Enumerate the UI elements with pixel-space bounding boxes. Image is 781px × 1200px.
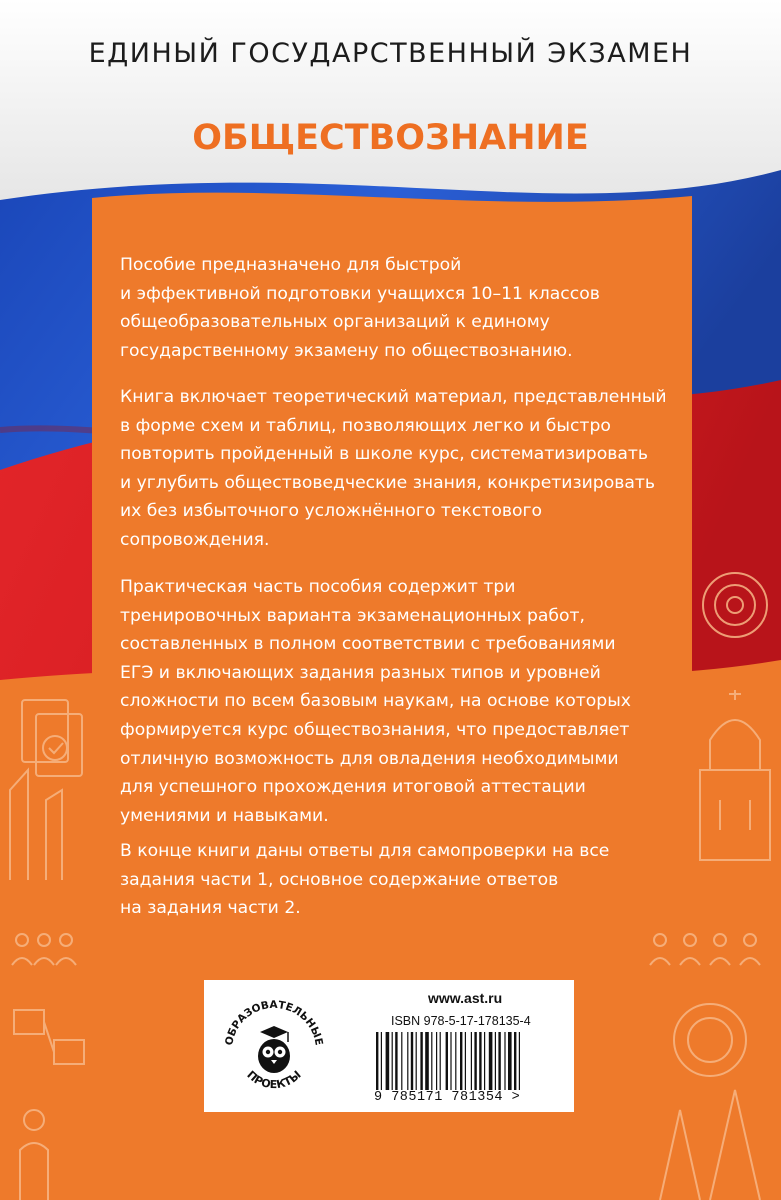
barcode-bar [504, 1032, 505, 1090]
barcode-bar [514, 1032, 516, 1090]
barcode-bar [392, 1032, 393, 1090]
barcode-bar [376, 1032, 378, 1090]
description-paragraph-4: В конце книги даны ответы для самопроверки на все задания части 1, основное содержание ответов на задания части 2. [120, 841, 610, 919]
barcode-bar [411, 1032, 413, 1090]
logo-text-bottom: ПРОЕКТЫ [244, 1068, 304, 1092]
barcode-bar [431, 1032, 432, 1090]
flag-white-stripe [0, 0, 781, 200]
barcode-bar [440, 1032, 441, 1090]
barcode-bar [450, 1032, 451, 1090]
series-title: ЕДИНЫЙ ГОСУДАРСТВЕННЫЙ ЭКЗАМЕН [88, 38, 693, 69]
barcode-bar [465, 1032, 466, 1090]
barcode-bar [495, 1032, 496, 1090]
barcode-bar [401, 1032, 402, 1090]
publisher-info-box [204, 980, 574, 1112]
barcode-bar [381, 1032, 382, 1090]
barcode-bar [420, 1032, 422, 1090]
barcode [374, 1032, 562, 1090]
barcode-bar [416, 1032, 417, 1090]
barcode-bar [471, 1032, 472, 1090]
barcode-bar [425, 1032, 429, 1090]
barcode-bar [436, 1032, 437, 1090]
publisher-url: www.ast.ru [428, 990, 503, 1006]
barcode-bar [484, 1032, 485, 1090]
logo-text-top: ОБРАЗОВАТЕЛЬНЫЕ [223, 998, 325, 1047]
barcode-bar [498, 1032, 500, 1090]
description-paragraph-2: Книга включает теоретический материал, представленный в форме схем и таблиц, позволяющих легко и быстро повторить пройденный в школе курс, систематизировать и углубить обществоведческие знания, конкретизировать их без избыточного усложнённого текстового сопровождения. [120, 387, 667, 550]
barcode-bar [519, 1032, 520, 1090]
barcode-bar [455, 1032, 456, 1090]
barcode-bar [479, 1032, 481, 1090]
barcode-bar [395, 1032, 397, 1090]
owl-mascot-icon [258, 1026, 290, 1073]
barcode-bar [508, 1032, 512, 1090]
barcode-digits: 9 785171 781354 > [374, 1090, 521, 1105]
barcode-bar [474, 1032, 476, 1090]
barcode-bar [446, 1032, 448, 1090]
barcode-bar [460, 1032, 462, 1090]
description-paragraph-1: Пособие предназначено для быстрой и эффективной подготовки учащихся 10–11 классов общеобразовательных организаций к единому государственному экзамену по обществознанию. [120, 255, 600, 361]
barcode-bar [489, 1032, 493, 1090]
isbn-number: ISBN 978-5-17-178135-4 [391, 1014, 531, 1028]
barcode-bar [386, 1032, 390, 1090]
barcode-bar [407, 1032, 408, 1090]
description-paragraph-3: Практическая часть пособия содержит три тренировочных варианта экзаменационных работ, составленных в полном соответствии с требованиями ЕГЭ и включающих задания разных типов и уровней сложности по всем базовым наукам, на основе которых формируется курс обществознания, что предоставляет отличную возможность для овладения необходимыми для успешного прохождения итоговой аттестации умениями и навыками. [120, 577, 631, 826]
subject-title: ОБЩЕСТВОЗНАНИЕ [192, 118, 589, 158]
publisher-logo [214, 986, 334, 1106]
